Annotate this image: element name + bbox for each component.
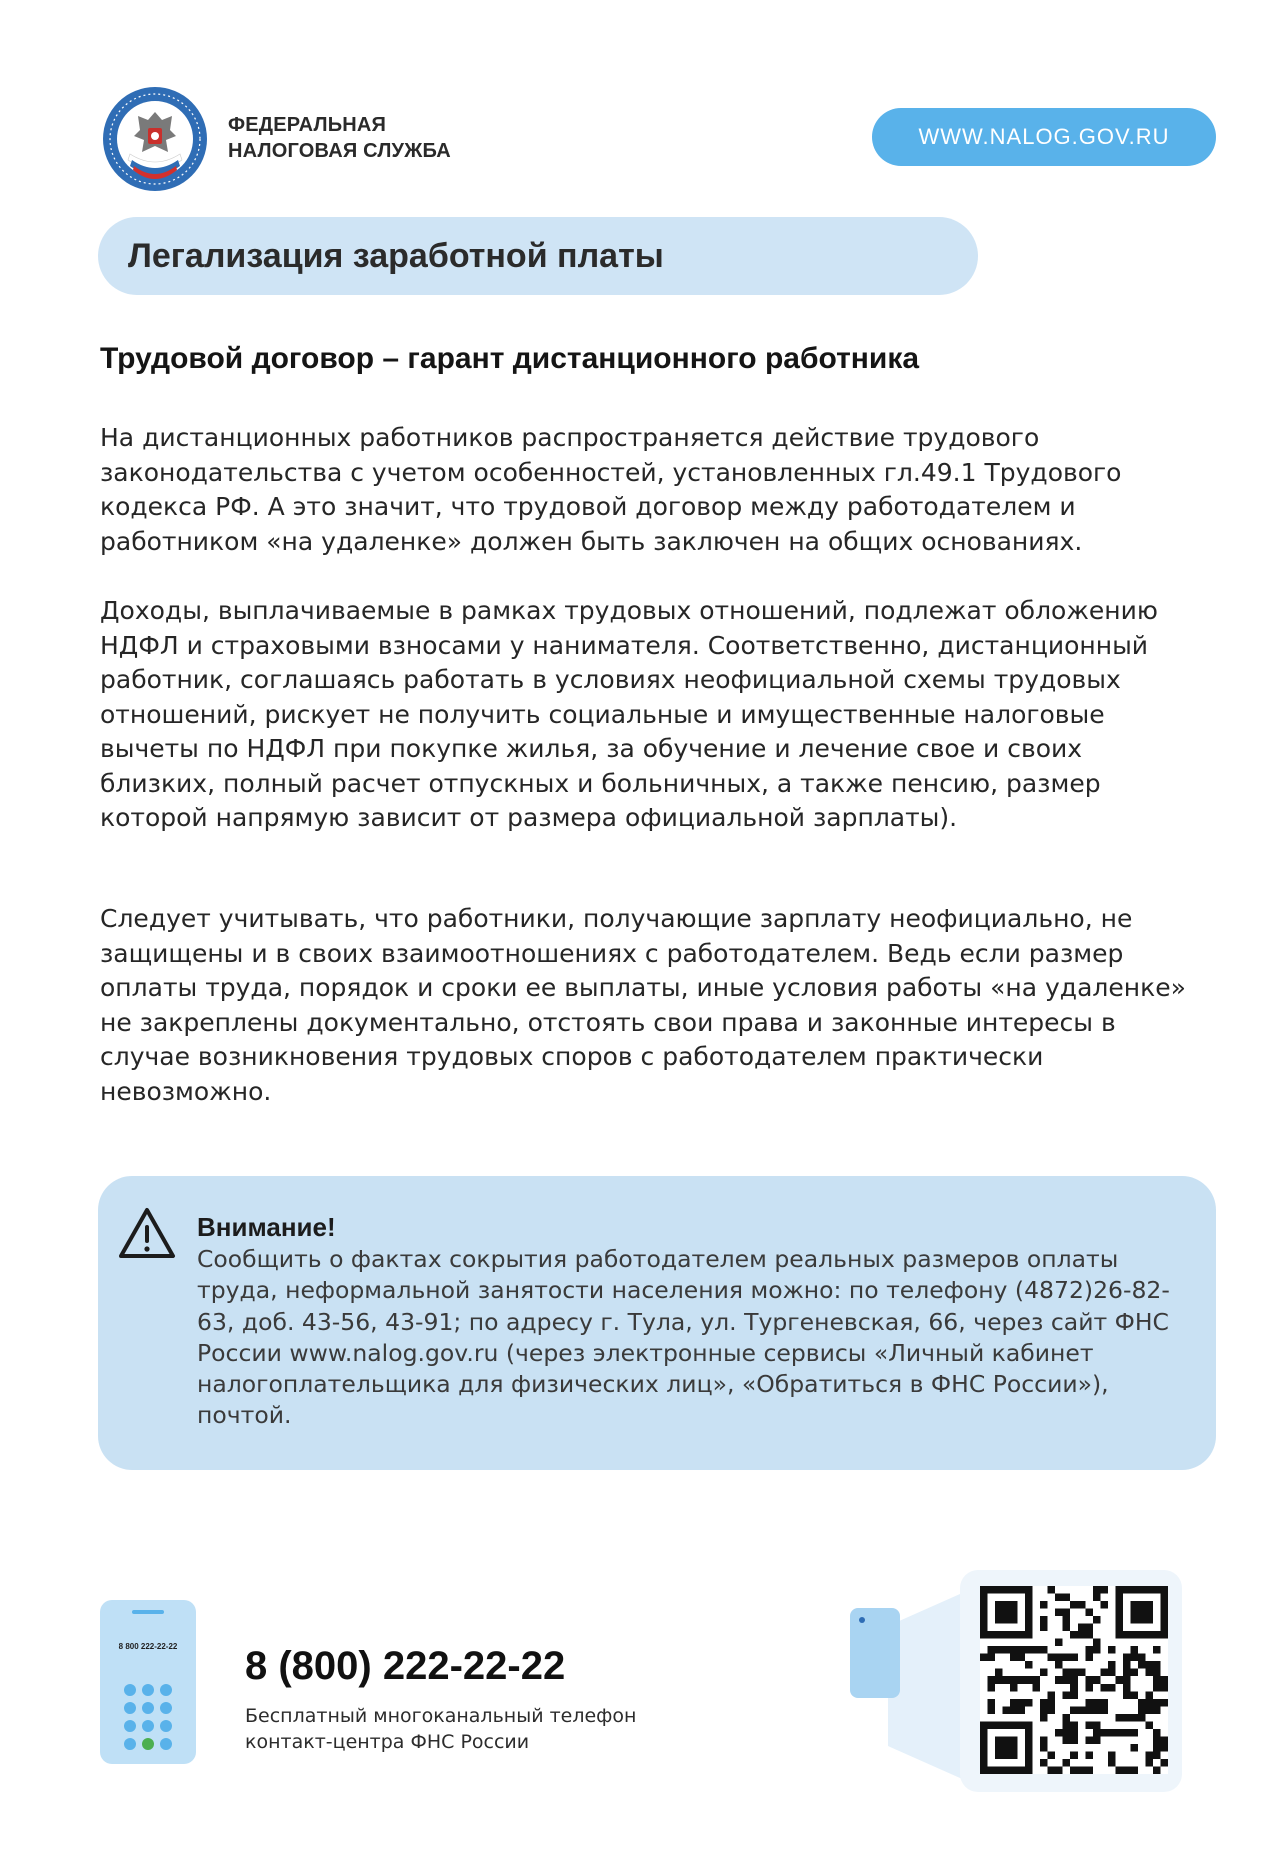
phone-illustration xyxy=(100,1600,196,1764)
hotline-description: Бесплатный многоканальный телефон контакт-центра ФНС России xyxy=(245,1705,637,1753)
org-name-line2: НАЛОГОВАЯ СЛУЖБА xyxy=(228,140,451,162)
phone-scan-illustration xyxy=(848,1586,978,1786)
qr-code[interactable] xyxy=(980,1586,1168,1774)
warning-triangle-icon xyxy=(118,1206,176,1260)
attention-text: Сообщить о фактах сокрытия работодателем реальных размеров оплаты труда, неформальной занятости населения можно: по телефону (4872)26-82-63, доб. 43-56, 43-91; по адресу г. Тула, ул. Тургеневская, 66, через сайт ФНС России www.nalog.gov.ru (через электронные сервисы «Личный кабинет налогоплательщика для физических лиц», «Обратиться в ФНС России»), почтой. xyxy=(197,1245,1170,1430)
attention-title: Внимание! xyxy=(197,1212,336,1242)
section-subtitle: Трудовой договор – гарант дистанционного работника xyxy=(100,342,920,375)
website-link-button[interactable]: WWW.NALOG.GOV.RU xyxy=(872,108,1216,166)
title-banner xyxy=(98,217,978,295)
paragraph-3: Следует учитывать, что работники, получающие зарплату неофициально, не защищены и в своих взаимоотношениях с работодателем. Ведь если размер оплаты труда, порядок и сроки ее выплаты, иные условия работы «на удаленке» не закреплены документально, отстоять свои права и законные интересы в случае возникновения трудовых споров с работодателем практически невозможно. xyxy=(100,904,1186,1106)
paragraph-1: На дистанционных работников распространяется действие трудового законодательства с учетом особенностей, установленных гл.49.1 Трудового кодекса РФ. А это значит, что трудовой договор между работодателем и работником «на удаленке» должен быть заключен на общих основаниях. xyxy=(100,423,1122,556)
fns-logo xyxy=(100,84,210,194)
hotline-number[interactable]: 8 (800) 222-22-22 xyxy=(245,1644,566,1688)
page-title: Легализация заработной платы xyxy=(128,236,664,275)
phone-illustration-number: 8 800 222-22-22 xyxy=(118,1642,178,1651)
org-name xyxy=(228,112,451,164)
org-name-line1: ФЕДЕРАЛЬНАЯ xyxy=(228,114,387,136)
paragraph-2: Доходы, выплачиваемые в рамках трудовых отношений, подлежат обложению НДФЛ и страховыми взносами у нанимателя. Соответственно, дистанционный работник, соглашаясь работать в условиях неофициальной схемы трудовых отношений, рискует не получить социальные и имущественные налоговые вычеты по НДФЛ при покупке жилья, за обучение и лечение свое и своих близких, полный расчет отпускных и больничных, а также пенсию, размер которой напрямую зависит от размера официальной зарплаты). xyxy=(100,596,1158,832)
